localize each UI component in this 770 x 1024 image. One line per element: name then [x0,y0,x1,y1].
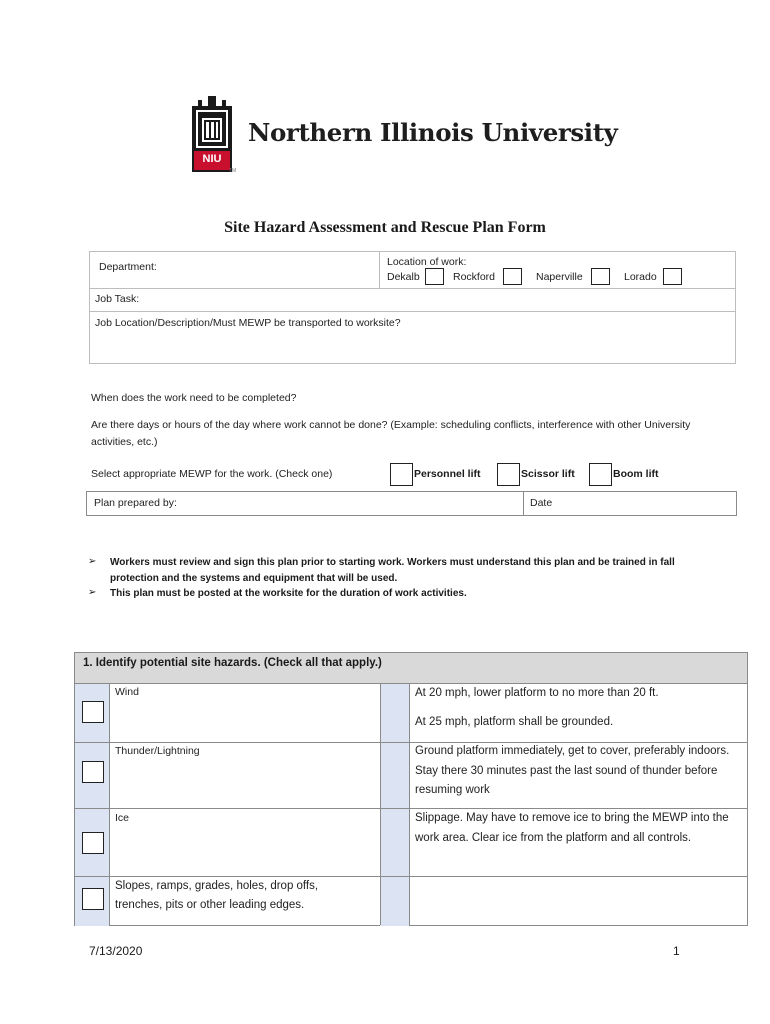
mewp-scissor-lift-checkbox[interactable] [497,463,520,486]
bullet-posted-text: This plan must be posted at the worksite for the duration of work activities. [110,588,467,599]
table-divider [523,492,524,515]
table-divider [409,684,410,925]
location-lorado-label: Lorado [624,271,657,283]
restriction-question: Are there days or hours of the day where work cannot be done? (Example: scheduling conflicts, interference with other University activities, etc.) [91,419,691,448]
trademark-mark: TM [229,168,237,174]
table-divider [379,252,380,288]
hazard-wind-label: Wind [115,686,139,698]
hazard-thunder-label: Thunder/Lightning [115,745,200,757]
hazard-thunder-checkbox[interactable] [82,761,104,783]
footer-date: 7/13/2020 [89,944,143,958]
date-label: Date [530,497,553,509]
logo-wordmark: Northern Illinois University [248,118,618,147]
completion-question: When does the work need to be completed? [91,392,297,404]
location-dekalb-checkbox[interactable] [425,268,444,285]
spacer-column [380,684,409,926]
bullet-arrow-icon: ➢ [88,556,97,567]
page-number: 1 [673,944,680,958]
table-divider [109,684,110,925]
hazard-ice-checkbox[interactable] [82,832,104,854]
hazard-slopes-label: Slopes, ramps, grades, holes, drop offs, trenches, pits or other leading edges. [115,880,319,911]
location-label: Location of work: [387,256,467,268]
department-label: Department: [99,261,157,273]
location-lorado-checkbox[interactable] [663,268,682,285]
location-naperville-checkbox[interactable] [591,268,610,285]
table-divider [90,288,735,289]
location-dekalb-label: Dekalb [387,271,420,283]
hazards-table [74,652,748,926]
bullet-arrow-icon: ➢ [88,587,97,598]
prepared-by-label: Plan prepared by: [94,497,177,509]
hazards-heading: 1. Identify potential site hazards. (Check all that apply.) [83,657,382,669]
hazard-thunder-instruction: Ground platform immediately, get to cover, preferably indoors. Stay there 30 minutes past the last sound of thunder before resuming work [415,745,730,796]
location-rockford-label: Rockford [453,271,496,283]
bullet-review-text: Workers must review and sign this plan prior to starting work. Workers must understand this plan and be trained in fall protection and the systems and equipment that will be used. [110,557,675,584]
mewp-boom-lift-label: Boom lift [613,468,659,480]
job-location-label: Job Location/Description/Must MEWP be transported to worksite? [95,317,401,329]
location-rockford-checkbox[interactable] [503,268,522,285]
mewp-scissor-lift-label: Scissor lift [521,468,575,480]
job-task-label: Job Task: [95,293,140,305]
mewp-boom-lift-checkbox[interactable] [589,463,612,486]
location-naperville-label: Naperville [536,271,583,283]
hazards-header [75,653,747,684]
mewp-personnel-lift-label: Personnel lift [414,468,481,480]
table-divider [90,311,735,312]
hazard-wind-instruction: At 20 mph, lower platform to no more than 20 ft. [415,687,659,699]
hazard-ice-label: Ice [115,812,130,824]
hazard-wind-instruction: At 25 mph, platform shall be grounded. [415,716,614,728]
plan-prepared-table [86,491,737,516]
mewp-personnel-lift-checkbox[interactable] [390,463,413,486]
hazard-wind-checkbox[interactable] [82,701,104,723]
logo-badge-text: NIU [202,153,222,165]
table-divider [380,684,381,925]
form-title: Site Hazard Assessment and Rescue Plan Form [224,219,546,236]
hazard-slopes-checkbox[interactable] [82,888,104,910]
mewp-prompt: Select appropriate MEWP for the work. (Check one) [91,468,333,480]
hazard-ice-instruction: Slippage. May have to remove ice to bring the MEWP into the work area. Clear ice from the platform and all controls. [415,812,729,844]
info-table [89,251,736,364]
